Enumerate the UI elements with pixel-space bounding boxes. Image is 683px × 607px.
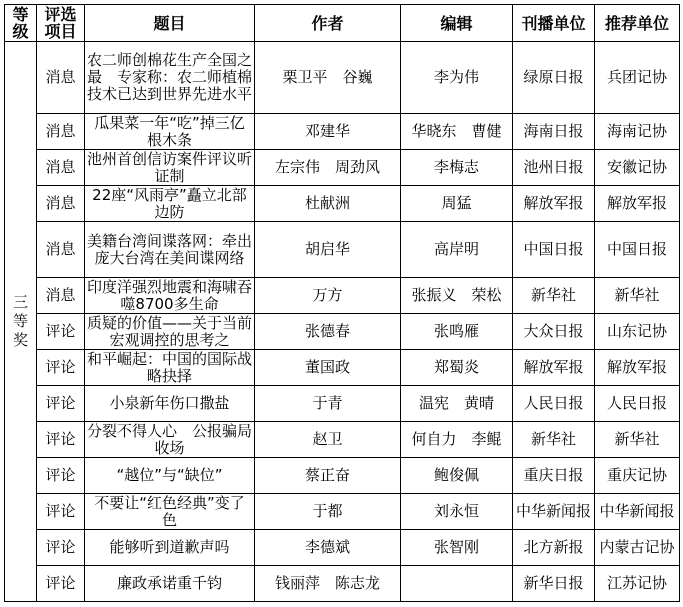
category-cell: 评论	[37, 494, 85, 530]
award-table	[4, 4, 680, 602]
title-cell: 池州首创信访案件评议听证制	[85, 150, 255, 186]
title-cell: 能够听到道歉声吗	[85, 530, 255, 566]
author-cell: 蔡正奋	[255, 458, 401, 494]
author-cell: 于都	[255, 494, 401, 530]
author-cell: 杜献洲	[255, 186, 401, 222]
recommender-cell: 新华社	[595, 278, 680, 314]
header-recommender: 推荐单位	[595, 5, 680, 42]
grade-cell	[5, 42, 37, 602]
header-row	[5, 5, 680, 42]
editor-cell: 张振义 荣松	[401, 278, 513, 314]
title-cell: 廉政承诺重千钧	[85, 566, 255, 602]
editor-cell: 何自力 李鲲	[401, 422, 513, 458]
recommender-cell: 解放军报	[595, 186, 680, 222]
header-editor: 编辑	[401, 5, 513, 42]
category-cell: 评论	[37, 566, 85, 602]
publisher-cell: 北方新报	[513, 530, 595, 566]
table-row	[5, 278, 680, 314]
table-row	[5, 314, 680, 350]
editor-cell: 李梅志	[401, 150, 513, 186]
header-publisher: 刊播单位	[513, 5, 595, 42]
recommender-cell: 兵团记协	[595, 42, 680, 114]
editor-cell: 张智刚	[401, 530, 513, 566]
table-body	[5, 42, 680, 602]
author-cell: 左宗伟 周劲风	[255, 150, 401, 186]
editor-cell: 高岸明	[401, 222, 513, 278]
publisher-cell: 人民日报	[513, 386, 595, 422]
category-cell: 评论	[37, 458, 85, 494]
recommender-cell: 重庆记协	[595, 458, 680, 494]
recommender-cell: 新华社	[595, 422, 680, 458]
editor-cell: 郑蜀炎	[401, 350, 513, 386]
table-row	[5, 422, 680, 458]
recommender-cell: 中国日报	[595, 222, 680, 278]
recommender-cell: 山东记协	[595, 314, 680, 350]
table-row	[5, 494, 680, 530]
author-cell: 张德春	[255, 314, 401, 350]
category-cell: 消息	[37, 186, 85, 222]
publisher-cell: 池州日报	[513, 150, 595, 186]
recommender-cell: 内蒙古记协	[595, 530, 680, 566]
editor-cell: 鲍俊佩	[401, 458, 513, 494]
author-cell: 邓建华	[255, 114, 401, 150]
title-cell: “越位”与“缺位”	[85, 458, 255, 494]
author-cell: 万方	[255, 278, 401, 314]
recommender-cell: 人民日报	[595, 386, 680, 422]
recommender-cell: 海南记协	[595, 114, 680, 150]
title-cell: 质疑的价值——关于当前宏观调控的思考之	[85, 314, 255, 350]
category-cell: 评论	[37, 530, 85, 566]
table-row	[5, 186, 680, 222]
table-row	[5, 350, 680, 386]
editor-cell: 温宪 黄晴	[401, 386, 513, 422]
editor-cell: 周猛	[401, 186, 513, 222]
table-row	[5, 222, 680, 278]
table-row	[5, 114, 680, 150]
table-row	[5, 150, 680, 186]
author-cell: 董国政	[255, 350, 401, 386]
recommender-cell: 安徽记协	[595, 150, 680, 186]
publisher-cell: 新华社	[513, 422, 595, 458]
publisher-cell: 重庆日报	[513, 458, 595, 494]
category-cell: 消息	[37, 150, 85, 186]
author-cell: 钱丽萍 陈志龙	[255, 566, 401, 602]
header-category: 评选项目	[37, 5, 85, 42]
title-cell: 22座“风雨亭”矗立北部边防	[85, 186, 255, 222]
recommender-cell: 解放军报	[595, 350, 680, 386]
author-cell: 赵卫	[255, 422, 401, 458]
title-cell: 不要让“红色经典”变了色	[85, 494, 255, 530]
publisher-cell: 绿原日报	[513, 42, 595, 114]
category-cell: 评论	[37, 386, 85, 422]
publisher-cell: 新华社	[513, 278, 595, 314]
table-row	[5, 458, 680, 494]
title-cell: 和平崛起：中国的国际战略抉择	[85, 350, 255, 386]
header-grade: 等级	[5, 5, 37, 42]
publisher-cell: 中国日报	[513, 222, 595, 278]
category-cell: 评论	[37, 350, 85, 386]
title-cell: 美籍台湾间谍落网：牵出庞大台湾在美间谍网络	[85, 222, 255, 278]
table-row	[5, 566, 680, 602]
category-cell: 评论	[37, 314, 85, 350]
editor-cell: 张鸣雁	[401, 314, 513, 350]
grade-value: 三等奖	[12, 293, 28, 349]
category-cell: 消息	[37, 42, 85, 114]
author-cell: 李德斌	[255, 530, 401, 566]
recommender-cell: 江苏记协	[595, 566, 680, 602]
editor-cell: 刘永恒	[401, 494, 513, 530]
publisher-cell: 解放军报	[513, 350, 595, 386]
category-cell: 消息	[37, 222, 85, 278]
publisher-cell: 新华日报	[513, 566, 595, 602]
author-cell: 栗卫平 谷巍	[255, 42, 401, 114]
category-cell: 评论	[37, 422, 85, 458]
publisher-cell: 海南日报	[513, 114, 595, 150]
title-cell: 瓜果菜一年“吃”掉三亿根木条	[85, 114, 255, 150]
title-cell: 农二师创棉花生产全国之最 专家称：农二师植棉技术已达到世界先进水平	[85, 42, 255, 114]
editor-cell	[401, 566, 513, 602]
title-cell: 小泉新年伤口撒盐	[85, 386, 255, 422]
table-row	[5, 386, 680, 422]
publisher-cell: 中华新闻报	[513, 494, 595, 530]
table-row	[5, 42, 680, 114]
table-row	[5, 530, 680, 566]
header-author: 作者	[255, 5, 401, 42]
header-title: 题目	[85, 5, 255, 42]
title-cell: 分裂不得人心 公报骗局收场	[85, 422, 255, 458]
category-cell: 消息	[37, 278, 85, 314]
editor-cell: 华晓东 曹健	[401, 114, 513, 150]
editor-cell: 李为伟	[401, 42, 513, 114]
category-cell: 消息	[37, 114, 85, 150]
table-header	[5, 5, 680, 42]
publisher-cell: 大众日报	[513, 314, 595, 350]
recommender-cell: 中华新闻报	[595, 494, 680, 530]
publisher-cell: 解放军报	[513, 186, 595, 222]
author-cell: 于青	[255, 386, 401, 422]
author-cell: 胡启华	[255, 222, 401, 278]
title-cell: 印度洋强烈地震和海啸吞噬8700多生命	[85, 278, 255, 314]
